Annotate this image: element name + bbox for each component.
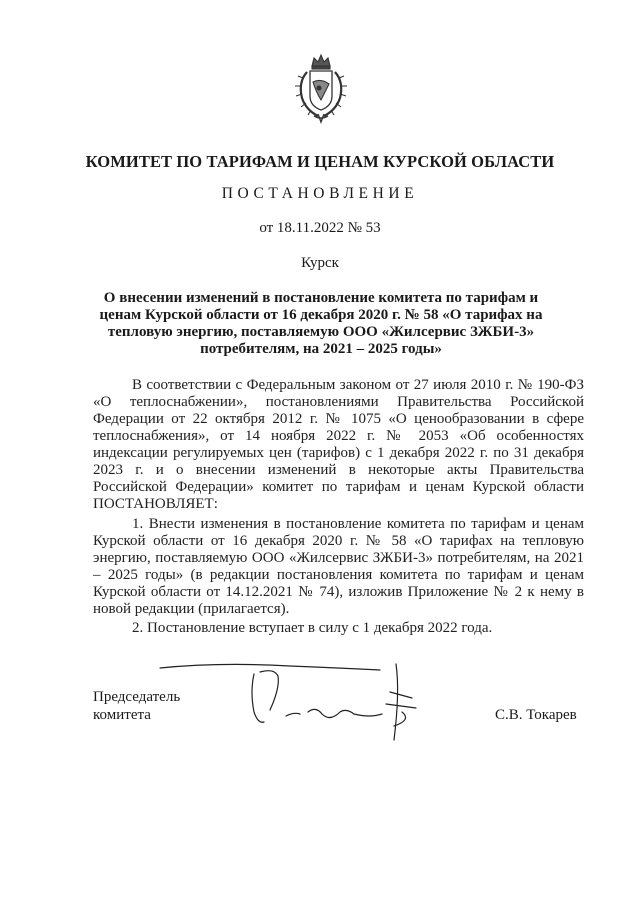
coat-of-arms-emblem — [292, 52, 350, 124]
resolution-item-2: 2. Постановление вступает в силу с 1 декабря 2022 года. — [132, 620, 493, 636]
document-type: ПОСТАНОВЛЕНИЕ — [221, 185, 419, 202]
document-city: Курск — [301, 255, 339, 271]
signatory-name: С.В. Токарев — [495, 707, 577, 723]
preamble-paragraph: В соответствии с Федеральным законом от 27 июля 2010 г. № 190-ФЗ «О теплоснабжении», постановлениями Правительства Российской Федерации от 22 октября 2012 г. № 1075 «О ценообразовании в сфере теплоснабжения», от 14 ноября 2022 г. № 2053 «Об особенностях индексации регулируемых цен (тарифов) с 1 декабря 2022 г. по 31 декабря 2023 г. и о внесении изменений в некоторые акты Правительства Российской Федерации» комитет по тарифам и ценам Курской области ПОСТАНОВЛЯЕТ: — [93, 377, 584, 512]
document-date-number: от 18.11.2022 № 53 — [259, 220, 381, 236]
committee-name: КОМИТЕТ ПО ТАРИФАМ И ЦЕНАМ КУРСКОЙ ОБЛАСТИ — [85, 152, 555, 171]
handwritten-signature — [150, 652, 430, 742]
resolution-item-1: 1. Внести изменения в постановление комитета по тарифам и ценам Курской области от 16 декабря 2020 г. № 58 «О тарифах на тепловую энергию, поставляемую ООО «Жилсервис ЗЖБИ-3» потребителям, на 2021 – 2025 годы» (в редакции постановления комитета по тарифам и ценам Курской области от 14.12.2021 № 74), изложив Приложение № 2 к нему в новой редакции (прилагается). — [93, 516, 584, 617]
signatory-position-line2: комитета — [93, 707, 151, 723]
signatory-position-line1: Председатель — [93, 689, 181, 705]
document-title: О внесении изменений в постановление комитета по тарифам и ценам Курской области от 16 декабря 2020 г. № 58 «О тарифах на тепловую энергию, поставляемую ООО «Жилсервис ЗЖБИ-3» потребителям, на 2021 – 2025 годы» — [99, 290, 543, 357]
